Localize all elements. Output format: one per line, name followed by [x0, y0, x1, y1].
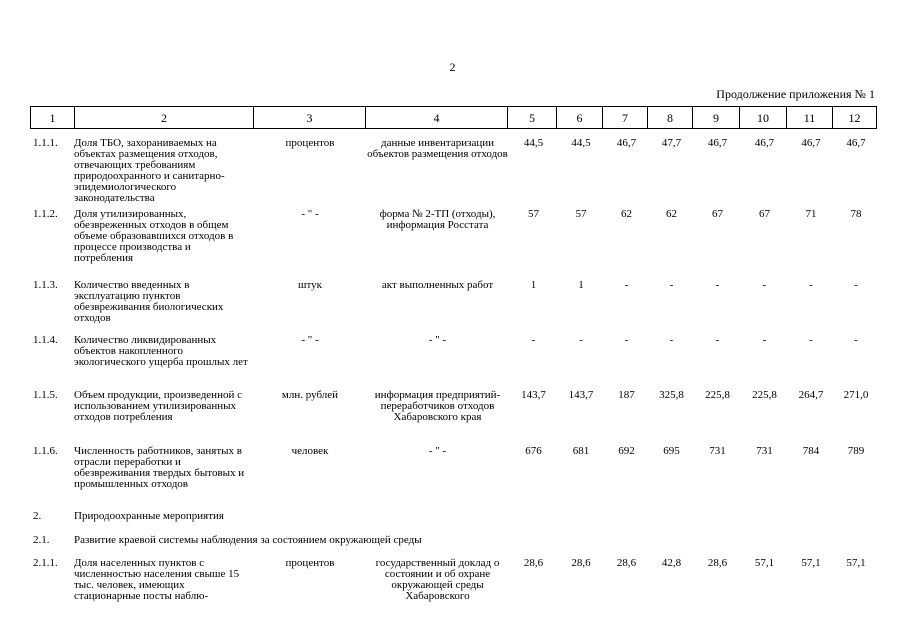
column-header-row [31, 107, 877, 129]
value-cell: 46,7 [801, 137, 821, 149]
column-header: 1 [31, 107, 75, 129]
column-header: 6 [557, 107, 603, 129]
indicator-name: Доля ТБО, захораниваемых на объектах размещения отходов, отвечающих требованиям природоохранного и санитарно-эпидемиологического законодательства [74, 137, 225, 204]
column-header: 8 [648, 107, 693, 129]
value-cell: 44,5 [523, 137, 544, 149]
value-cell: 784 [802, 445, 820, 457]
unit: штук [298, 279, 322, 291]
value-cell: - [854, 334, 858, 346]
value-cell: 1 [530, 279, 537, 291]
value-cell: - [669, 279, 674, 291]
value-cell: 78 [850, 208, 862, 220]
column-header-table [30, 106, 877, 129]
value-cell: 264,7 [798, 389, 824, 401]
unit: - " - [301, 334, 319, 346]
value-cell: 44,5 [571, 137, 591, 149]
value-cell: 143,7 [521, 389, 546, 401]
column-header: 9 [693, 107, 740, 129]
value-cell: 57 [575, 208, 587, 220]
value-cell: 57,1 [846, 557, 866, 569]
table-row [30, 335, 878, 390]
section-title: Развитие краевой системы наблюдения за состоянием окружающей среды [74, 534, 422, 546]
indicator-name: Доля населенных пунктов с численностью населения свыше 15 тыс. человек, имеющих стационарные посты наблю- [74, 557, 240, 602]
value-cell: - [669, 334, 674, 346]
column-header: 12 [833, 107, 877, 129]
section-row [30, 511, 878, 535]
value-cell: 28,6 [707, 557, 728, 569]
value-cell: 42,8 [661, 557, 682, 569]
column-header: 3 [254, 107, 366, 129]
indicator-name: Доля утилизированных, обезвреженных отходов в общем объеме образовавшихся отходов в процессе производства и потребления [74, 208, 234, 264]
table-row [30, 390, 878, 446]
row-number: 1.1.5. [33, 389, 58, 401]
value-cell: - [854, 279, 858, 291]
value-cell: - [762, 334, 767, 346]
source: государственный доклад о состоянии и об охране окружающей среды Хабаровского [375, 557, 500, 602]
column-header: 5 [508, 107, 557, 129]
source: акт выполненных работ [381, 279, 494, 291]
value-cell: 62 [621, 208, 632, 220]
unit: процентов [285, 557, 335, 569]
value-cell: 225,8 [705, 389, 730, 401]
value-cell: 325,8 [659, 389, 684, 401]
value-cell: 731 [756, 445, 773, 457]
value-cell: 28,6 [616, 557, 637, 569]
value-cell: 67 [712, 208, 723, 220]
indicator-name: Объем продукции, произведенной с использованием утилизированных отходов потребления [74, 389, 242, 423]
value-cell: 57,1 [801, 557, 821, 569]
value-cell: - [531, 334, 536, 346]
value-cell: - [624, 334, 629, 346]
indicator-name: Численность работников, занятых в отрасли переработки и обезвреживания твердых бытовых и промышленных отходов [74, 445, 245, 490]
table-row [30, 446, 878, 511]
value-cell: - [624, 279, 629, 291]
value-cell: 71 [805, 208, 817, 220]
value-cell: 47,7 [661, 137, 682, 149]
table-row [30, 558, 878, 606]
indicators-table [30, 138, 878, 606]
indicator-name: Количество введенных в эксплуатацию пунктов обезвреживания биологических отходов [74, 279, 224, 324]
section-number: 2. [33, 510, 42, 522]
value-cell: 225,8 [752, 389, 777, 401]
value-cell: 62 [666, 208, 677, 220]
table-row [30, 138, 878, 209]
value-cell: 143,7 [568, 389, 594, 401]
value-cell: 28,6 [523, 557, 544, 569]
value-cell: 676 [525, 445, 542, 457]
source: форма № 2-ТП (отходы), информация Росстата [379, 208, 496, 231]
value-cell: 695 [663, 445, 680, 457]
row-number: 2.1.1. [33, 557, 58, 569]
value-cell: 67 [759, 208, 770, 220]
section-title: Природоохранные мероприятия [74, 510, 224, 522]
row-number: 1.1.2. [33, 208, 58, 220]
value-cell: - [809, 279, 813, 291]
value-cell: 187 [618, 389, 635, 401]
source: - " - [428, 334, 447, 346]
value-cell: 46,7 [707, 137, 728, 149]
column-header: 7 [603, 107, 648, 129]
indicator-name: Количество ликвидированных объектов накопленного экологического ущерба прошлых лет [74, 334, 248, 368]
unit: млн. рублей [281, 389, 339, 401]
value-cell: 46,7 [754, 137, 775, 149]
unit: человек [291, 445, 329, 457]
value-cell: 46,7 [846, 137, 866, 149]
row-number: 1.1.6. [33, 445, 58, 457]
page-number: 2 [449, 60, 456, 74]
source: информация предприятий-переработчиков отходов Хабаровского края [374, 389, 501, 423]
value-cell: - [715, 334, 720, 346]
table-row [30, 209, 878, 280]
source: данные инвентаризации объектов размещения отходов [367, 137, 508, 160]
row-number: 1.1.1. [33, 137, 58, 149]
value-cell: - [762, 279, 767, 291]
section-number: 2.1. [33, 534, 50, 546]
source: - " - [428, 445, 447, 457]
column-header: 2 [75, 107, 254, 129]
value-cell: 28,6 [571, 557, 591, 569]
value-cell: - [809, 334, 813, 346]
column-header: 10 [740, 107, 787, 129]
value-cell: 57 [528, 208, 539, 220]
value-cell: 692 [618, 445, 635, 457]
row-number: 1.1.3. [33, 279, 58, 291]
value-cell: 789 [847, 445, 865, 457]
column-header: 11 [787, 107, 833, 129]
value-cell: 57,1 [754, 557, 775, 569]
unit: процентов [285, 137, 335, 149]
section-row [30, 535, 878, 558]
column-header: 4 [366, 107, 508, 129]
value-cell: - [579, 334, 583, 346]
unit: - " - [301, 208, 319, 220]
value-cell: 1 [578, 279, 584, 291]
value-cell: 681 [572, 445, 590, 457]
row-number: 1.1.4. [33, 334, 58, 346]
value-cell: 46,7 [616, 137, 637, 149]
continuation-label: Продолжение приложения № 1 [716, 87, 875, 101]
value-cell: 271,0 [843, 389, 869, 401]
value-cell: - [715, 279, 720, 291]
value-cell: 731 [709, 445, 726, 457]
table-row [30, 280, 878, 335]
